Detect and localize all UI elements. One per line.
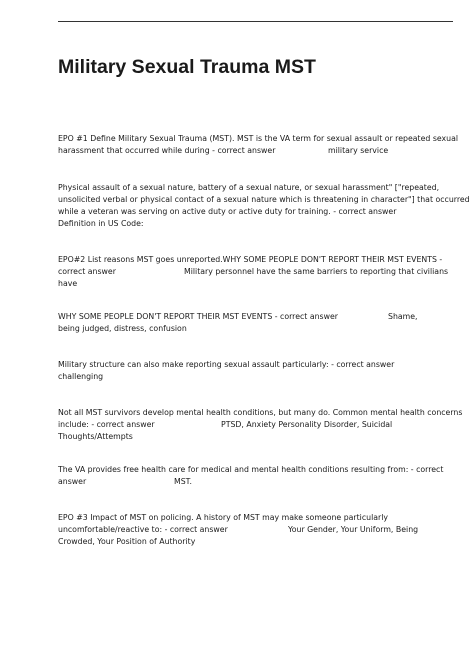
card-question-text: uncomfortable/reactive to: - correct answer — [58, 525, 228, 534]
card-text-line: Not all MST survivors develop mental health conditions, but many do. Common mental health concerns — [58, 408, 463, 417]
card-answer-continued: Crowded, Your Position of Authority — [58, 537, 196, 546]
flashcard-2 — [58, 182, 470, 230]
flashcard-4 — [58, 311, 458, 335]
card-answer: Military personnel have the same barriers to reporting that civilians — [184, 267, 449, 276]
card-text-line — [58, 476, 458, 488]
card-answer: challenging — [58, 372, 104, 381]
card-text-line: unsolicited verbal or physical contact of a sexual nature which is threatening in character"] that occurred — [58, 195, 470, 204]
card-answer: Shame, — [388, 312, 418, 321]
card-answer: Your Gender, Your Uniform, Being — [288, 525, 419, 534]
card-text-line — [58, 524, 458, 536]
card-text-line — [58, 266, 458, 278]
card-answer-continued: have — [58, 279, 78, 288]
card-question-text: WHY SOME PEOPLE DON'T REPORT THEIR MST EVENTS - correct answer — [58, 312, 338, 321]
card-text-line: Military structure can also make reporting sexual assault particularly: - correct answer — [58, 360, 395, 369]
card-text-line: Physical assault of a sexual nature, battery of a sexual nature, or sexual harassment" ["repeated, — [58, 183, 440, 192]
flashcard-7 — [58, 464, 458, 488]
card-answer: MST. — [174, 477, 192, 486]
card-text-line — [58, 145, 458, 157]
card-answer-continued: being judged, distress, confusion — [58, 324, 187, 333]
card-answer: military service — [328, 146, 389, 155]
card-text-line: while a veteran was serving on active duty or active duty for training. - correct answer — [58, 207, 397, 216]
flashcard-6 — [58, 407, 463, 443]
card-answer-continued: Thoughts/Attempts — [58, 432, 133, 441]
flashcard-8 — [58, 512, 458, 548]
card-text-line: EPO #1 Define Military Sexual Trauma (MST). MST is the VA term for sexual assault or repeated sexual — [58, 134, 459, 143]
card-question-text: correct answer — [58, 267, 116, 276]
card-text-line — [58, 419, 458, 431]
document-title: Military Sexual Trauma MST — [58, 56, 316, 78]
card-text-line: Definition in US Code: — [58, 219, 144, 228]
card-answer: PTSD, Anxiety Personality Disorder, Suicidal — [221, 420, 393, 429]
card-question-text: harassment that occurred while during - correct answer — [58, 146, 276, 155]
card-question-text: answer — [58, 477, 87, 486]
card-text-line — [58, 311, 458, 323]
flashcard-3 — [58, 254, 458, 290]
card-question-text: include: - correct answer — [58, 420, 155, 429]
header-rule — [58, 21, 453, 22]
card-text-line: The VA provides free health care for medical and mental health conditions resulting from: - correct — [58, 465, 444, 474]
flashcard-5 — [58, 359, 458, 383]
card-text-line: EPO #3 Impact of MST on policing. A history of MST may make someone particularly — [58, 513, 389, 522]
flashcard-1 — [58, 133, 458, 157]
card-text-line: EPO#2 List reasons MST goes unreported.WHY SOME PEOPLE DON'T REPORT THEIR MST EVENTS - — [58, 255, 443, 264]
